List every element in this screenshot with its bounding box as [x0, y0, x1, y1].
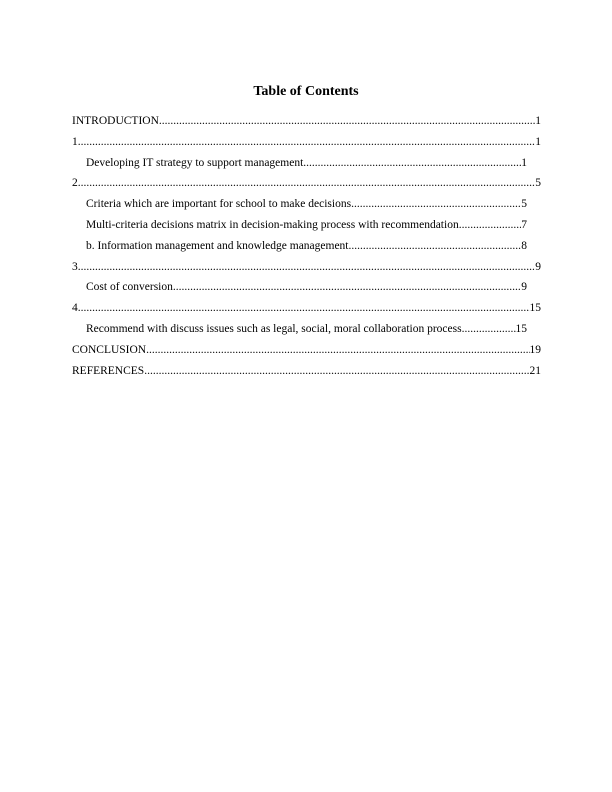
toc-entry-decision-matrix[interactable]: [72, 219, 541, 240]
toc-page-number: 19: [529, 343, 541, 356]
toc-page-number: 5: [521, 198, 527, 211]
toc-page-number: 7: [521, 218, 527, 231]
toc-entry-section-2[interactable]: [72, 177, 541, 198]
toc-dot-leader: [78, 302, 530, 315]
toc-entry-references[interactable]: [72, 365, 541, 386]
toc-dot-leader: [351, 198, 521, 211]
toc-entry-section-1[interactable]: [72, 136, 541, 157]
toc-dot-leader: [459, 219, 522, 232]
toc-entry-text: 3: [72, 260, 78, 273]
toc-entry-cost-of-conversion[interactable]: [72, 281, 541, 302]
toc-page-number: 1: [535, 115, 541, 127]
toc-dot-leader: [303, 157, 521, 170]
toc-entry-text: Developing IT strategy to support management: [86, 156, 304, 169]
toc-entry-text: 2: [72, 177, 78, 190]
toc-page-number: 1: [535, 135, 541, 148]
toc-dot-leader: [144, 365, 529, 378]
toc-dot-leader: [146, 344, 529, 357]
toc-page-number: 15: [529, 302, 541, 315]
toc-dot-leader: [462, 323, 516, 336]
toc-dot-leader: [159, 115, 535, 128]
toc-entry-text: b. Information management and knowledge management: [86, 239, 349, 252]
toc-page-number: 1: [521, 156, 527, 169]
toc-page-number: 8: [521, 239, 527, 252]
toc-entry-text: REFERENCES: [72, 364, 145, 377]
toc-entry-text: Recommend with discuss issues such as legal, social, moral collaboration process: [86, 322, 462, 335]
toc-entry-section-3[interactable]: [72, 261, 541, 282]
toc-dot-leader: [78, 261, 536, 274]
toc-entry-introduction[interactable]: [72, 115, 541, 136]
toc-dot-leader: [349, 240, 522, 253]
toc-title: Table of Contents: [253, 84, 359, 99]
toc-entry-criteria[interactable]: [72, 198, 541, 219]
toc-page-number: 15: [515, 322, 527, 335]
toc-entry-it-strategy[interactable]: [72, 157, 541, 178]
toc-entry-recommendation[interactable]: [72, 323, 541, 344]
toc-entry-text: 4: [72, 302, 78, 315]
toc-dot-leader: [78, 136, 536, 149]
toc-page-number: 21: [529, 364, 541, 377]
toc-page-number: 5: [535, 177, 541, 190]
toc-entry-section-4[interactable]: [72, 302, 541, 323]
toc-page-number: 9: [535, 260, 541, 273]
toc-page-number: 9: [521, 281, 527, 294]
toc-entry-text: CONCLUSION: [72, 343, 147, 356]
toc-entry-conclusion[interactable]: [72, 344, 541, 365]
toc-entry-text: INTRODUCTION: [72, 115, 159, 127]
toc-entry-information-management[interactable]: [72, 240, 541, 261]
table-of-contents: [72, 115, 541, 385]
toc-entry-text: 1: [72, 135, 78, 148]
toc-dot-leader: [78, 177, 536, 190]
toc-entry-text: Multi-criteria decisions matrix in decision-making process with recommendation: [86, 218, 459, 231]
toc-dot-leader: [173, 281, 521, 294]
toc-entry-text: Cost of conversion: [86, 281, 173, 294]
toc-entry-text: Criteria which are important for school to make decisions: [86, 198, 352, 211]
